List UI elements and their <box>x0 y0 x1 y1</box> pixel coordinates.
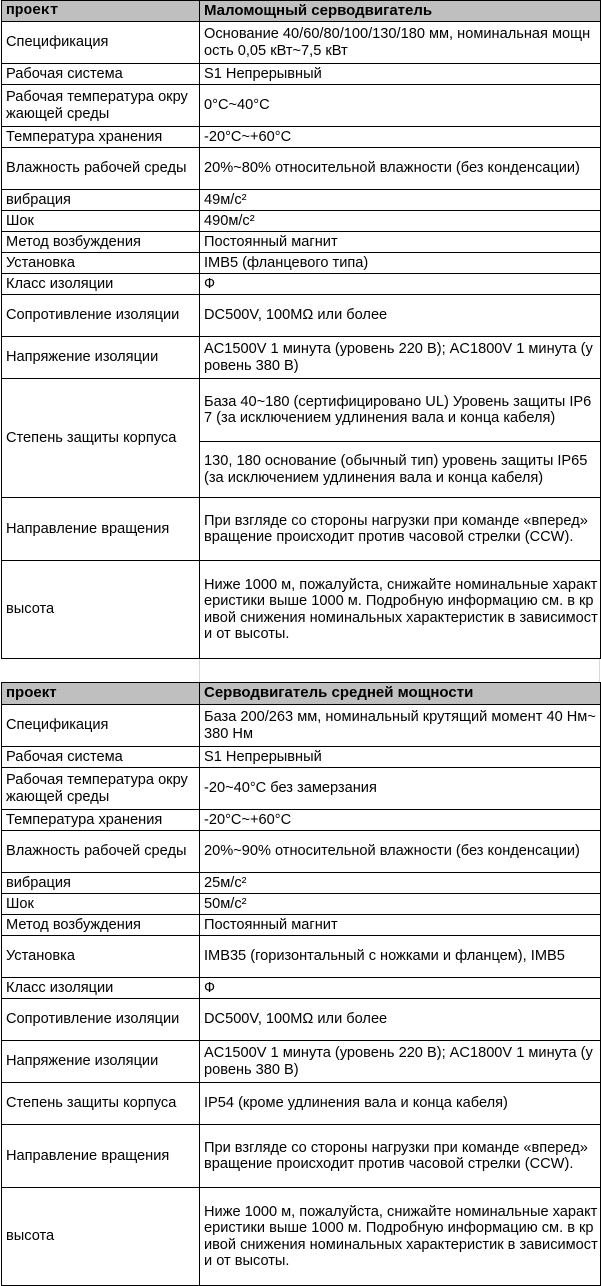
param-value: Ф <box>200 274 601 295</box>
table-row <box>2 705 601 747</box>
table-row <box>2 22 601 64</box>
param-value: 20%~90% относительной влажности (без конденсации) <box>200 831 601 873</box>
param-value: 49м/с² <box>200 190 601 211</box>
table-row <box>2 978 601 999</box>
param-name: Установка <box>2 936 200 978</box>
param-value: 490м/с² <box>200 211 601 232</box>
param-name: вибрация <box>2 190 200 211</box>
table-row <box>2 148 601 190</box>
param-value: -20°C~+60°C <box>200 127 601 148</box>
param-name: Рабочая система <box>2 64 200 85</box>
param-name: Напряжение изоляции <box>2 337 200 379</box>
medium-power-servo-table <box>1 682 601 1286</box>
param-name: Спецификация <box>2 705 200 747</box>
param-value: База 40~180 (сертифицировано UL) Уровень защиты IP67 (за исключением удлинения вала и конца кабеля) <box>200 379 601 442</box>
param-value: AC1500V 1 минута (уровень 220 В); AC1800V 1 минута (уровень 380 В) <box>200 337 601 379</box>
table-row <box>2 337 601 379</box>
table-row <box>2 1083 601 1125</box>
table-header-row <box>2 1 601 22</box>
param-value: База 200/263 мм, номинальный крутящий момент 40 Нм~380 Нм <box>200 705 601 747</box>
param-value: Ниже 1000 м, пожалуйста, снижайте номинальные характеристики выше 1000 м. Подробную информацию см. в кривой снижения номинальных характеристик в зависимости от высоты. <box>200 561 601 659</box>
header-motor-title: Маломощный серводвигатель <box>200 1 601 22</box>
param-value: IP54 (кроме удлинения вала и конца кабеля) <box>200 1083 601 1125</box>
param-name: Рабочая система <box>2 747 200 768</box>
table-header-row <box>2 683 601 705</box>
param-name: Установка <box>2 253 200 274</box>
header-motor-title: Серводвигатель средней мощности <box>200 683 601 705</box>
table-row <box>2 999 601 1041</box>
param-name: Направление вращения <box>2 498 200 561</box>
param-name: высота <box>2 1188 200 1286</box>
param-value: Постоянный магнит <box>200 232 601 253</box>
param-name: Спецификация <box>2 22 200 64</box>
table-row <box>2 127 601 148</box>
param-value: 50м/с² <box>200 894 601 915</box>
param-name: Класс изоляции <box>2 274 200 295</box>
table-row <box>2 232 601 253</box>
param-value: Основание 40/60/80/100/130/180 мм, номинальная мощность 0,05 кВт~7,5 кВт <box>200 22 601 64</box>
param-name: Напряжение изоляции <box>2 1041 200 1083</box>
param-name: Температура хранения <box>2 127 200 148</box>
table-row <box>2 498 601 561</box>
table-row <box>2 873 601 894</box>
table-row <box>2 1125 601 1188</box>
header-project-label: проект <box>2 1 200 22</box>
param-value: 130, 180 основание (обычный тип) уровень защиты IP65 (за исключением удлинения вала и конца кабеля) <box>200 442 601 498</box>
param-name: Степень защиты корпуса <box>2 1083 200 1125</box>
table-row <box>2 85 601 127</box>
param-value: IMB5 (фланцевого типа) <box>200 253 601 274</box>
param-name: Шок <box>2 211 200 232</box>
table-row <box>2 211 601 232</box>
table-row <box>2 810 601 831</box>
param-name: Сопротивление изоляции <box>2 295 200 337</box>
param-value: AC1500V 1 минута (уровень 220 В); AC1800V 1 минута (уровень 380 В) <box>200 1041 601 1083</box>
param-value: S1 Непрерывный <box>200 64 601 85</box>
table-row <box>2 831 601 873</box>
table-row <box>2 936 601 978</box>
table-row <box>2 274 601 295</box>
table-row <box>2 1188 601 1286</box>
table-row <box>2 190 601 211</box>
param-value: 0°C~40°C <box>200 85 601 127</box>
param-name: Шок <box>2 894 200 915</box>
param-name: вибрация <box>2 873 200 894</box>
table-row <box>2 915 601 936</box>
table-separator <box>0 659 601 682</box>
table-row <box>2 894 601 915</box>
param-name: Влажность рабочей среды <box>2 831 200 873</box>
param-name: Степень защиты корпуса <box>2 379 200 498</box>
table-row <box>2 1041 601 1083</box>
param-value: -20~40°C без замерзания <box>200 768 601 810</box>
param-name: Метод возбуждения <box>2 232 200 253</box>
table-row <box>2 295 601 337</box>
table-row <box>2 253 601 274</box>
param-value: IMB35 (горизонтальный с ножками и фланцем), IMB5 <box>200 936 601 978</box>
param-name: Направление вращения <box>2 1125 200 1188</box>
header-project-label: проект <box>2 683 200 705</box>
table-row <box>2 64 601 85</box>
param-value: 25м/с² <box>200 873 601 894</box>
table-row <box>2 768 601 810</box>
table-row <box>2 747 601 768</box>
param-value: DC500V, 100MΩ или более <box>200 999 601 1041</box>
low-power-servo-table <box>1 0 601 659</box>
param-value: При взгляде со стороны нагрузки при команде «вперед» вращение происходит против часовой стрелки (CCW). <box>200 498 601 561</box>
param-value: При взгляде со стороны нагрузки при команде «вперед» вращение происходит против часовой стрелки (CCW). <box>200 1125 601 1188</box>
param-name: Метод возбуждения <box>2 915 200 936</box>
param-name: высота <box>2 561 200 659</box>
param-name: Сопротивление изоляции <box>2 999 200 1041</box>
param-value: S1 Непрерывный <box>200 747 601 768</box>
gridline <box>599 659 600 682</box>
param-value: Постоянный магнит <box>200 915 601 936</box>
param-value: DC500V, 100MΩ или более <box>200 295 601 337</box>
param-value: Ф <box>200 978 601 999</box>
param-name: Класс изоляции <box>2 978 200 999</box>
param-name: Влажность рабочей среды <box>2 148 200 190</box>
param-name: Рабочая температура окружающей среды <box>2 85 200 127</box>
table-row <box>2 561 601 659</box>
param-value: 20%~80% относительной влажности (без конденсации) <box>200 148 601 190</box>
table-row <box>2 379 601 442</box>
param-name: Рабочая температура окружающей среды <box>2 768 200 810</box>
param-name: Температура хранения <box>2 810 200 831</box>
param-value: -20°C~+60°C <box>200 810 601 831</box>
param-value: Ниже 1000 м, пожалуйста, снижайте номинальные характеристики выше 1000 м. Подробную информацию см. в кривой снижения номинальных характеристик в зависимости от высоты. <box>200 1188 601 1286</box>
gridline <box>199 659 200 682</box>
